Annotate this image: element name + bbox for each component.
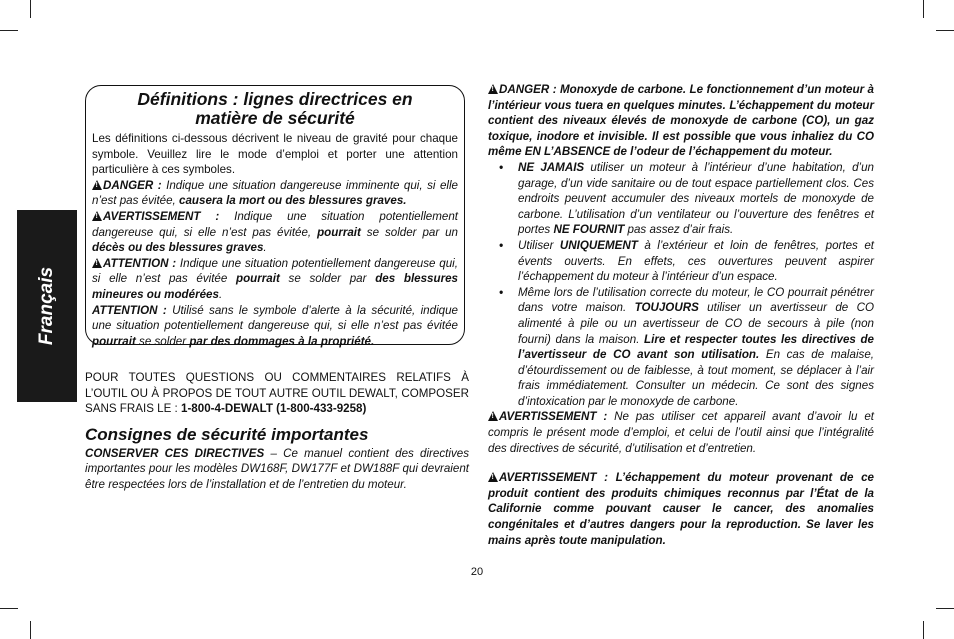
- warning-triangle-icon: [92, 211, 102, 221]
- warning-triangle-icon: [92, 258, 102, 268]
- definitions-title: Définitions : lignes directrices en matière de sécurité: [137, 89, 413, 128]
- bullet-item: • NE JAMAIS utiliser un moteur à l’intérieur d’une habitation, d’un garage, d’un vide sanitaire ou de tout espace partiellement clos. Ces endroits peuvent accumuler des niveaux mortels de monoxyde de carbone. L’utilisation d’un ventilateur ou l’ouverture des fenêtres et portes NE FOURNIT pas assez d’air frais.: [499, 160, 874, 237]
- warning-read-manual: !AVERTISSEMENT : Ne pas utiliser cet appareil avant d’avoir lu et compris le présent mode d’emploi, et celui de l’outil ainsi que l’intégralité des directives de sécurité, d’utilisation et d’entretien.: [488, 409, 874, 456]
- left-column: [85, 370, 469, 493]
- crop-mark: [923, 0, 924, 18]
- language-tab-label: Français: [36, 266, 57, 346]
- conserve-paragraph: CONSERVER CES DIRECTIVES – Ce manuel contient des directives importantes pour les modèles DW168F, DW177F et DW188F qui devraient être respectées lors de l’installation et de l’entretien du moteur.: [85, 446, 469, 491]
- crop-mark: [30, 621, 31, 639]
- notice-definition: ATTENTION : Utilisé sans le symbole d’alerte à la sécurité, indique une situation potentiellement dangereuse qui, si elle n’est pas évitée pourrait se solder par des dommages à la propriété.: [92, 303, 458, 348]
- warning-definition: !AVERTISSEMENT : Indique une situation potentiellement dangereuse qui, si elle n’est pas évitée, pourrait se solder par un décès ou des blessures graves.: [92, 209, 458, 256]
- right-column: [488, 82, 874, 548]
- crop-mark: [30, 0, 31, 18]
- crop-mark: [923, 621, 924, 639]
- questions-paragraph: POUR TOUTES QUESTIONS OU COMMENTAIRES RELATIFS À L’OUTIL OU À PROPOS DE TOUT AUTRE OUTIL DEWALT, COMPOSER SANS FRAIS LE : 1-800-4-DEWALT (1-800-433-9258): [85, 371, 469, 416]
- co-danger-paragraph: !DANGER : Monoxyde de carbone. Le fonctionnement d’un moteur à l’intérieur vous tuera en quelques minutes. L’échappement du moteur contient des niveaux élevés de monoxyde de carbone (CO), un gaz toxique, inodore et invisible. Il est possible que vous inhaliez du CO même EN L’ABSENCE de l’odeur de l’échappement du moteur.: [488, 82, 874, 160]
- page-number: 20: [470, 566, 484, 578]
- warning-triangle-icon: [488, 472, 498, 482]
- caution-definition: !ATTENTION : Indique une situation potentiellement dangereuse qui, si elle n’est pas évitée pourrait se solder par des blessures mineures ou modérées.: [92, 256, 458, 303]
- warning-triangle-icon: [488, 84, 498, 94]
- bullet-item: • Utiliser UNIQUEMENT à l’extérieur et loin de fenêtres, portes et évents ouverts. En effets, ces ouvertures peuvent aspirer l’échappement du moteur à l’intérieur d’un espace.: [499, 238, 874, 284]
- crop-mark: [0, 608, 18, 609]
- crop-mark: [936, 608, 954, 609]
- warning-triangle-icon: [488, 411, 498, 421]
- section-heading: Consignes de sécurité importantes: [85, 424, 369, 444]
- bullet-item: • Même lors de l’utilisation correcte du moteur, le CO pourrait pénétrer dans votre maison. TOUJOURS utiliser un avertisseur de CO alimenté à pile ou un avertisseur de CO de secours à pile (non fourni) dans la maison. Lire et respecter toutes les directives de l’avertisseur de CO avant son utilisation. En cas de malaise, d’étourdissement ou de faiblesse, à tout moment, se déplacer à l’air frais immédiatement. Consulter un médecin. Ce sont des signes d’intoxication par le monoxyde de carbone.: [499, 285, 874, 408]
- danger-definition: !DANGER : Indique une situation dangereuse imminente qui, si elle n’est pas évitée, causera la mort ou des blessures graves.: [92, 178, 458, 209]
- crop-mark: [936, 30, 954, 31]
- crop-mark: [0, 30, 18, 31]
- warning-triangle-icon: [92, 180, 102, 190]
- california-warning: !AVERTISSEMENT : L’échappement du moteur provenant de ce produit contient des produits chimiques reconnus par l’État de la Californie comme pouvant causer le cancer, des anomalies congénitales et d’autres dangers pour la reproduction. Se laver les mains après toute manipulation.: [488, 470, 874, 548]
- definitions-box: [85, 85, 465, 348]
- definitions-intro: Les définitions ci-dessous décrivent le niveau de gravité pour chaque symbole. Veuillez lire le mode d’emploi et porter une attention particulière à ces symboles.: [92, 132, 458, 177]
- language-tab: [17, 210, 77, 402]
